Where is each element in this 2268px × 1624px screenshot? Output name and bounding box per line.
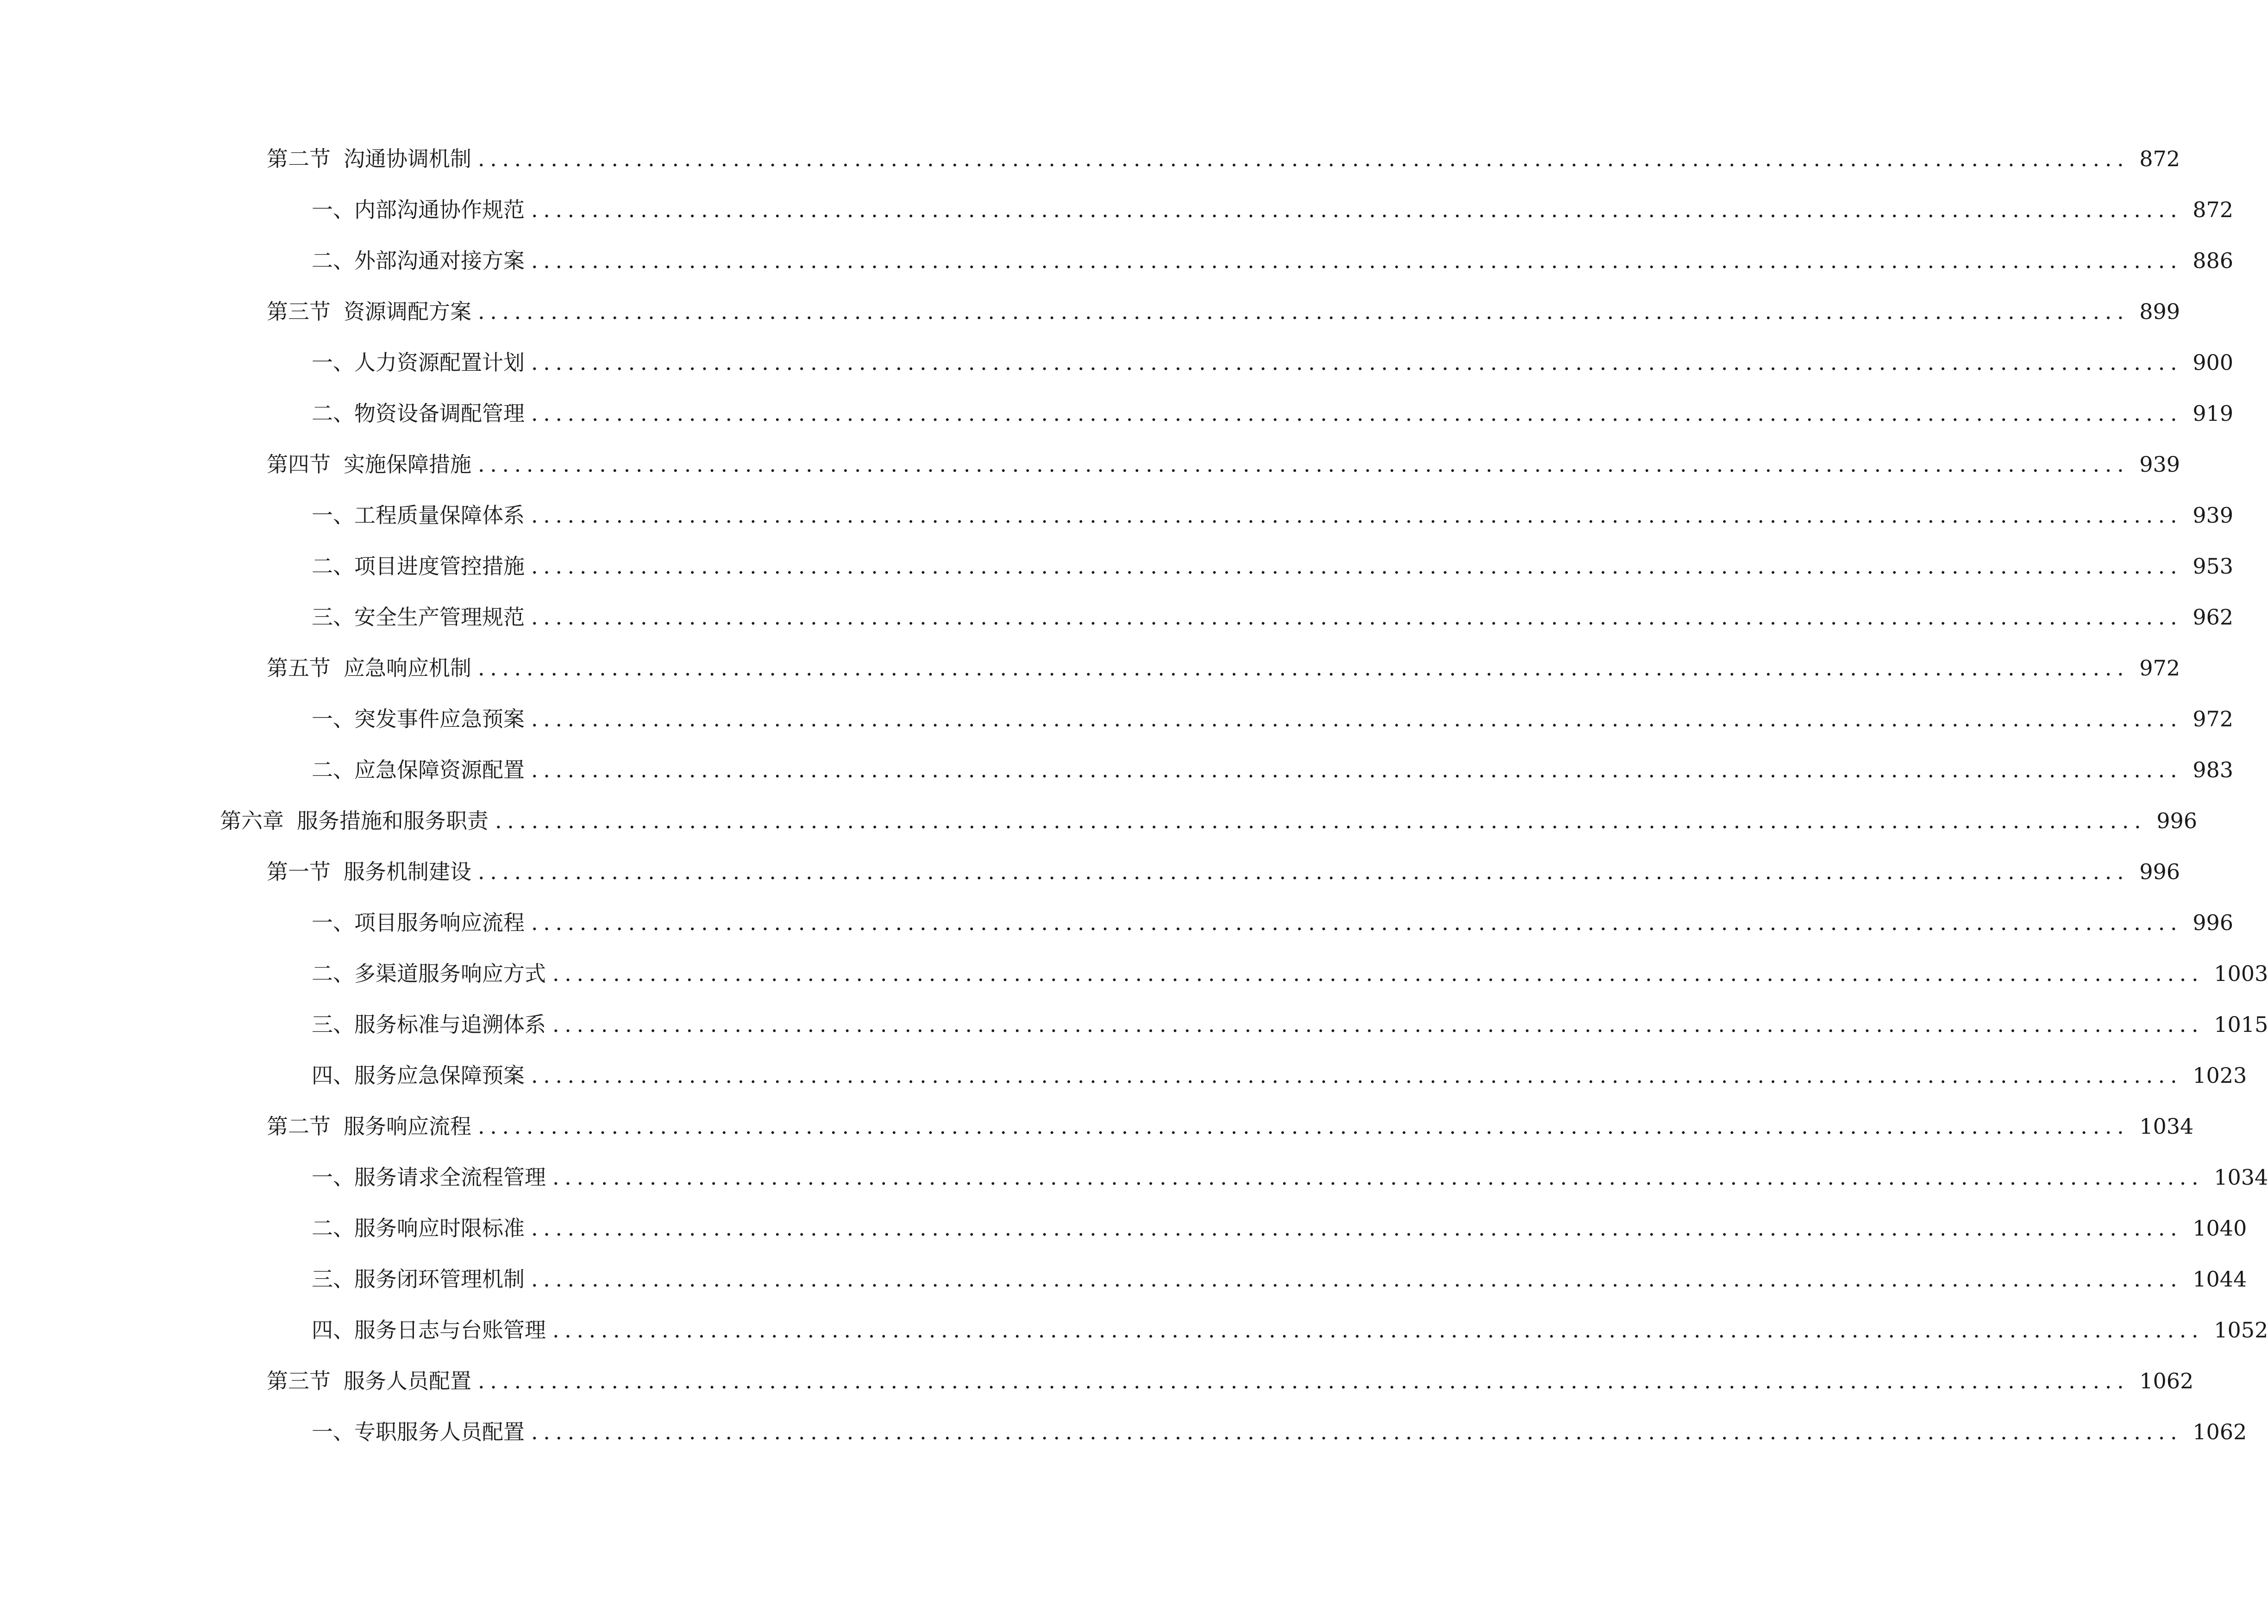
toc-dot-leader: ........................................................................................................................................ [531, 605, 2183, 630]
table-of-contents [0, 133, 2268, 1457]
toc-page-number: 1062 [2139, 1368, 2194, 1393]
toc-page-number: 1034 [2139, 1114, 2194, 1139]
toc-entry-number: 第五节 [267, 656, 331, 681]
toc-entry-subsection[interactable] [0, 744, 2234, 795]
toc-page-number: 996 [2139, 859, 2180, 884]
toc-entry-title: 人力资源配置计划 [354, 350, 525, 375]
toc-entry-subsection[interactable] [0, 948, 2268, 999]
toc-page-number: 872 [2193, 197, 2234, 222]
toc-entry-section[interactable] [0, 1101, 2194, 1152]
toc-entry-number: 第六章 [220, 808, 284, 833]
toc-entry-subsection[interactable] [0, 490, 2234, 541]
toc-entry-subsection[interactable] [0, 1050, 2247, 1101]
toc-page-number: 1003 [2214, 961, 2268, 986]
toc-entry-number: 第二节 [267, 146, 331, 171]
toc-entry-number: 一、 [312, 503, 354, 528]
toc-entry-number: 第三节 [267, 1368, 331, 1393]
toc-page-number: 939 [2139, 452, 2180, 477]
toc-dot-leader: ........................................................................................................................................ [531, 1419, 2183, 1444]
toc-entry-title: 服务措施和服务职责 [297, 808, 489, 833]
toc-dot-leader: ........................................................................................................................................ [531, 503, 2183, 528]
toc-entry-number: 三、 [312, 1267, 354, 1292]
toc-entry-title: 物资设备调配管理 [354, 401, 525, 426]
toc-entry-title: 服务闭环管理机制 [354, 1267, 525, 1292]
toc-dot-leader: ........................................................................................................................................ [478, 452, 2130, 477]
toc-entry-title: 服务响应流程 [344, 1114, 471, 1139]
toc-entry-number: 第三节 [267, 299, 331, 324]
toc-entry-number: 第二节 [267, 1114, 331, 1139]
toc-entry-number: 第一节 [267, 859, 331, 884]
toc-dot-leader: ........................................................................................................................................ [495, 808, 2147, 833]
toc-entry-section[interactable] [0, 643, 2180, 693]
toc-entry-subsection[interactable] [0, 1254, 2247, 1305]
toc-entry-number: 二、 [312, 554, 354, 579]
toc-dot-leader: ........................................................................................................................................ [531, 1063, 2183, 1088]
toc-entry-number: 四、 [312, 1063, 354, 1088]
toc-dot-leader: ........................................................................................................................................ [478, 859, 2130, 884]
toc-dot-leader: ........................................................................................................................................ [552, 961, 2204, 986]
toc-dot-leader: ........................................................................................................................................ [531, 757, 2183, 782]
toc-entry-title: 资源调配方案 [344, 299, 471, 324]
toc-entry-title: 工程质量保障体系 [354, 503, 525, 528]
toc-entry-subsection[interactable] [0, 592, 2234, 643]
toc-entry-number: 四、 [312, 1318, 354, 1343]
toc-page-number: 919 [2193, 401, 2234, 426]
toc-entry-number: 一、 [312, 1165, 354, 1190]
toc-entry-number: 一、 [312, 1419, 354, 1444]
toc-entry-subsection[interactable] [0, 235, 2234, 286]
toc-entry-number: 三、 [312, 1012, 354, 1037]
toc-entry-number: 一、 [312, 197, 354, 222]
toc-entry-subsection[interactable] [0, 1152, 2268, 1203]
toc-entry-subsection[interactable] [0, 693, 2234, 744]
toc-entry-title: 项目进度管控措施 [354, 554, 525, 579]
toc-dot-leader: ........................................................................................................................................ [478, 656, 2130, 681]
toc-page-number: 972 [2193, 706, 2234, 731]
toc-entry-subsection[interactable] [0, 999, 2268, 1050]
toc-entry-subsection[interactable] [0, 1305, 2268, 1355]
toc-entry-number: 一、 [312, 910, 354, 935]
toc-page-number: 1052 [2214, 1318, 2268, 1343]
toc-entry-title: 多渠道服务响应方式 [354, 961, 546, 986]
toc-entry-title: 突发事件应急预案 [354, 706, 525, 731]
toc-page-number: 1015 [2214, 1012, 2268, 1037]
toc-entry-title: 应急保障资源配置 [354, 757, 525, 782]
toc-page-number: 1034 [2214, 1165, 2268, 1190]
toc-entry-subsection[interactable] [0, 1203, 2247, 1254]
toc-entry-number: 一、 [312, 350, 354, 375]
toc-page-number: 983 [2193, 757, 2234, 782]
toc-entry-title: 服务日志与台账管理 [354, 1318, 546, 1343]
toc-page-number: 996 [2156, 808, 2198, 833]
toc-dot-leader: ........................................................................................................................................ [478, 146, 2130, 171]
toc-entry-section[interactable] [0, 286, 2180, 337]
toc-dot-leader: ........................................................................................................................................ [552, 1318, 2204, 1343]
toc-entry-number: 二、 [312, 757, 354, 782]
toc-entry-title: 实施保障措施 [344, 452, 471, 477]
toc-entry-number: 二、 [312, 961, 354, 986]
toc-dot-leader: ........................................................................................................................................ [531, 1216, 2183, 1241]
toc-dot-leader: ........................................................................................................................................ [478, 1368, 2130, 1393]
toc-entry-title: 服务应急保障预案 [354, 1063, 525, 1088]
toc-dot-leader: ........................................................................................................................................ [531, 401, 2183, 426]
toc-entry-title: 内部沟通协作规范 [354, 197, 525, 222]
toc-page-number: 972 [2139, 656, 2180, 681]
toc-entry-title: 服务机制建设 [344, 859, 471, 884]
toc-entry-number: 二、 [312, 401, 354, 426]
toc-entry-title: 服务响应时限标准 [354, 1216, 525, 1241]
toc-entry-section[interactable] [0, 1355, 2194, 1406]
toc-dot-leader: ........................................................................................................................................ [552, 1012, 2204, 1037]
toc-entry-title: 服务标准与追溯体系 [354, 1012, 546, 1037]
toc-page-number: 886 [2193, 248, 2234, 273]
toc-dot-leader: ........................................................................................................................................ [531, 1267, 2183, 1292]
toc-dot-leader: ........................................................................................................................................ [478, 299, 2130, 324]
toc-page-number: 1062 [2193, 1419, 2247, 1444]
toc-dot-leader: ........................................................................................................................................ [531, 554, 2183, 579]
toc-entry-title: 外部沟通对接方案 [354, 248, 525, 273]
toc-dot-leader: ........................................................................................................................................ [531, 248, 2183, 273]
toc-entry-title: 专职服务人员配置 [354, 1419, 525, 1444]
toc-entry-subsection[interactable] [0, 541, 2234, 592]
toc-entry-number: 二、 [312, 1216, 354, 1241]
toc-page-number: 1023 [2193, 1063, 2247, 1088]
toc-page-number: 872 [2139, 146, 2180, 171]
toc-entry-subsection[interactable] [0, 897, 2234, 948]
toc-entry-section[interactable] [0, 846, 2180, 897]
toc-entry-subsection[interactable] [0, 184, 2234, 235]
toc-entry-number: 第四节 [267, 452, 331, 477]
toc-entry-title: 沟通协调机制 [344, 146, 471, 171]
toc-entry-chapter[interactable] [0, 795, 2198, 846]
toc-entry-number: 三、 [312, 605, 354, 630]
toc-dot-leader: ........................................................................................................................................ [552, 1165, 2204, 1190]
toc-entry-subsection[interactable] [0, 388, 2234, 439]
toc-page-number: 1040 [2193, 1216, 2247, 1241]
toc-page-number: 900 [2193, 350, 2234, 375]
toc-entry-subsection[interactable] [0, 337, 2234, 388]
toc-entry-title: 项目服务响应流程 [354, 910, 525, 935]
toc-dot-leader: ........................................................................................................................................ [531, 350, 2183, 375]
toc-page-number: 899 [2139, 299, 2180, 324]
toc-dot-leader: ........................................................................................................................................ [531, 706, 2183, 731]
toc-entry-number: 二、 [312, 248, 354, 273]
toc-entry-title: 服务请求全流程管理 [354, 1165, 546, 1190]
toc-entry-subsection[interactable] [0, 1406, 2247, 1457]
toc-entry-title: 安全生产管理规范 [354, 605, 525, 630]
toc-dot-leader: ........................................................................................................................................ [531, 910, 2183, 935]
toc-dot-leader: ........................................................................................................................................ [478, 1114, 2130, 1139]
toc-page-number: 953 [2193, 554, 2234, 579]
toc-entry-title: 应急响应机制 [344, 656, 471, 681]
toc-page-number: 939 [2193, 503, 2234, 528]
toc-entry-section[interactable] [0, 439, 2180, 490]
toc-dot-leader: ........................................................................................................................................ [531, 197, 2183, 222]
toc-page-number: 962 [2193, 605, 2234, 630]
toc-entry-section[interactable] [0, 133, 2180, 184]
toc-entry-title: 服务人员配置 [344, 1368, 471, 1393]
toc-entry-number: 一、 [312, 706, 354, 731]
toc-page-number: 1044 [2193, 1267, 2247, 1292]
toc-page-number: 996 [2193, 910, 2234, 935]
